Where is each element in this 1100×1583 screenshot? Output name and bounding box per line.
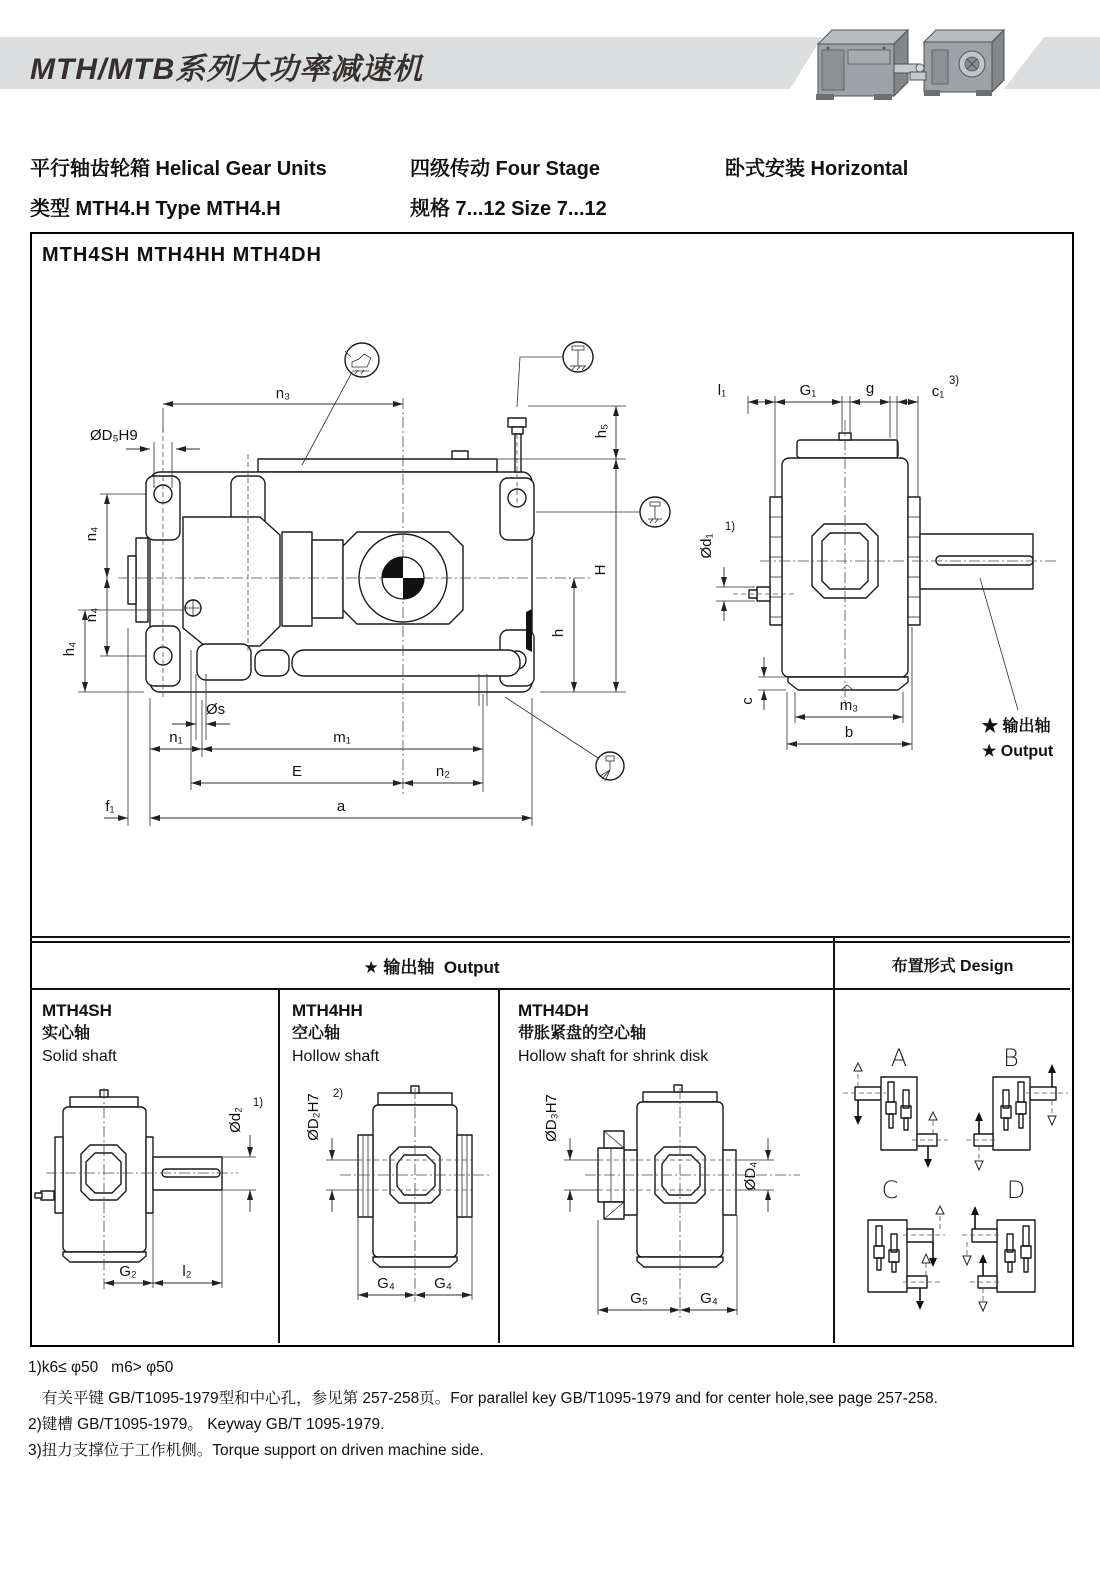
- table-divider-top2: [30, 941, 1070, 943]
- dim-label-d1: Ød₁: [698, 533, 715, 559]
- design-b-diagram: [966, 1064, 1068, 1170]
- dim-label-d2: Ød₂: [227, 1107, 244, 1133]
- footnote-1: 1)k6≤ φ50 m6> φ50: [28, 1359, 174, 1376]
- column-mth4dh: [518, 999, 708, 1068]
- col3-name-en: Hollow shaft for shrink disk: [518, 1048, 709, 1065]
- col2-name-zh: 空心轴: [292, 1025, 341, 1042]
- dim-label-l1: l₁: [717, 382, 727, 399]
- oil-level-icon: [536, 497, 670, 527]
- col2-model: MTH4HH: [292, 1001, 363, 1020]
- output-shaft-label-zh: ★ 输出轴: [982, 718, 1051, 735]
- dim-label-D2: ØD₂H7: [305, 1093, 322, 1141]
- dim-label-d5: ØD₅H9: [90, 427, 138, 444]
- table-divider-header: [30, 988, 1070, 990]
- dim-label-G5: G₅: [630, 1290, 648, 1307]
- dim-label-c1: c₁: [931, 383, 945, 400]
- dim-label-b: b: [844, 724, 854, 741]
- divider-col2: [498, 990, 500, 1343]
- design-label-b: B: [1003, 1044, 1019, 1072]
- dim-label-n4-upper: n₄: [83, 526, 100, 542]
- header-banner-right: [1004, 37, 1100, 89]
- dim-label-m3: m₃: [839, 697, 859, 714]
- output-shaft-label-en: ★ Output: [982, 743, 1054, 760]
- col1-name-en: Solid shaft: [42, 1048, 117, 1065]
- dim-label-a: a: [336, 798, 346, 815]
- breather-icon: [517, 342, 593, 407]
- footnote-3: 2)键槽 GB/T1095-1979。 Keyway GB/T 1095-1979.: [28, 1416, 385, 1433]
- column-mth4hh: [292, 999, 379, 1068]
- intro-type: 类型 MTH4.H Type MTH4.H: [30, 198, 281, 220]
- design-label-a: A: [890, 1044, 908, 1072]
- table-divider-top: [30, 936, 1070, 938]
- models-title: MTH4SH MTH4HH MTH4DH: [42, 244, 322, 266]
- design-a-diagram: [843, 1063, 948, 1168]
- dim-note-3: 3): [948, 375, 960, 387]
- dim-label-n2: n₂: [435, 763, 451, 780]
- column-mth4sh: [42, 999, 117, 1068]
- dim-label-c: c: [739, 697, 756, 705]
- dim-label-D4: ØD₄: [742, 1161, 759, 1191]
- design-c-diagram: [868, 1206, 945, 1310]
- dim-label-n1: n₁: [169, 729, 183, 746]
- product-photo-2: [910, 30, 1004, 96]
- intro-stage: 四级传动 Four Stage: [410, 158, 601, 180]
- dim-label-h4: h₄: [61, 641, 78, 657]
- dim-label-n3: n₃: [275, 385, 291, 402]
- dim-label-G1: G₁: [799, 382, 817, 399]
- intro-size: 规格 7...12 Size 7...12: [410, 198, 607, 220]
- dim-note-D2: 2): [332, 1088, 344, 1100]
- dim-label-E: E: [291, 763, 303, 780]
- design-label-d: D: [1006, 1176, 1026, 1204]
- dim-label-l2: l₂: [182, 1263, 192, 1280]
- col3-model: MTH4DH: [518, 1001, 589, 1020]
- dim-label-n4-lower: n₄: [83, 607, 100, 623]
- center-of-gravity-icon: [382, 557, 424, 599]
- dim-label-g: g: [865, 380, 875, 397]
- output-section-header: ★ 输出轴 Output: [363, 958, 500, 977]
- col2-name-en: Hollow shaft: [292, 1048, 380, 1065]
- dim-label-h5: h₅: [593, 423, 610, 439]
- dim-label-D3: ØD₃H7: [543, 1094, 560, 1142]
- intro-mounting: 卧式安装 Horizontal: [725, 158, 909, 180]
- mth4hh-drawing: [305, 1085, 495, 1310]
- dim-label-G2: G₂: [119, 1263, 137, 1280]
- col3-name-zh: 带胀紧盘的空心轴: [518, 1025, 647, 1042]
- col1-model: MTH4SH: [42, 1001, 112, 1020]
- dim-label-s: Øs: [206, 701, 226, 718]
- dim-note-1: 1): [724, 521, 736, 533]
- oil-drain-icon: [505, 697, 624, 781]
- product-photo-1: [816, 30, 924, 100]
- design-section-header: 布置形式 Design: [891, 958, 1014, 975]
- design-label-c: C: [881, 1176, 899, 1204]
- mth4dh-drawing: [545, 1085, 805, 1325]
- design-d-diagram: [962, 1206, 1035, 1311]
- product-photos: [812, 20, 1008, 112]
- dim-label-H: H: [592, 564, 609, 576]
- dim-label-G4: G₄: [700, 1290, 718, 1307]
- col1-name-zh: 实心轴: [42, 1025, 91, 1042]
- dim-label-G4-left: G₄: [377, 1275, 395, 1292]
- dim-label-m1: m₁: [333, 729, 351, 746]
- dim-label-G4-right: G₄: [434, 1275, 452, 1292]
- footnote-2: 有关平键 GB/T1095-1979型和中心孔，参见第 257-258页。For parallel key GB/T1095-1979 and for center hole,see page 257-258.: [42, 1390, 938, 1407]
- inspection-cover: [258, 459, 497, 472]
- main-side-view-drawing: [40, 330, 680, 850]
- dim-label-h: h: [550, 628, 567, 638]
- page-title: MTH/MTB系列大功率减速机: [30, 53, 424, 86]
- footnote-4: 3)扭力支撑位于工作机侧。Torque support on driven machine side.: [28, 1442, 484, 1459]
- mth4sh-drawing: [40, 1085, 280, 1300]
- dim-label-f1: f₁: [105, 798, 115, 815]
- end-view-drawing: [700, 372, 1072, 772]
- design-diagrams: [833, 1040, 1072, 1340]
- output-shaft: [920, 534, 1033, 589]
- intro-gear-type: 平行轴齿轮箱 Helical Gear Units: [30, 158, 327, 180]
- dim-note-d2: 1): [252, 1097, 264, 1109]
